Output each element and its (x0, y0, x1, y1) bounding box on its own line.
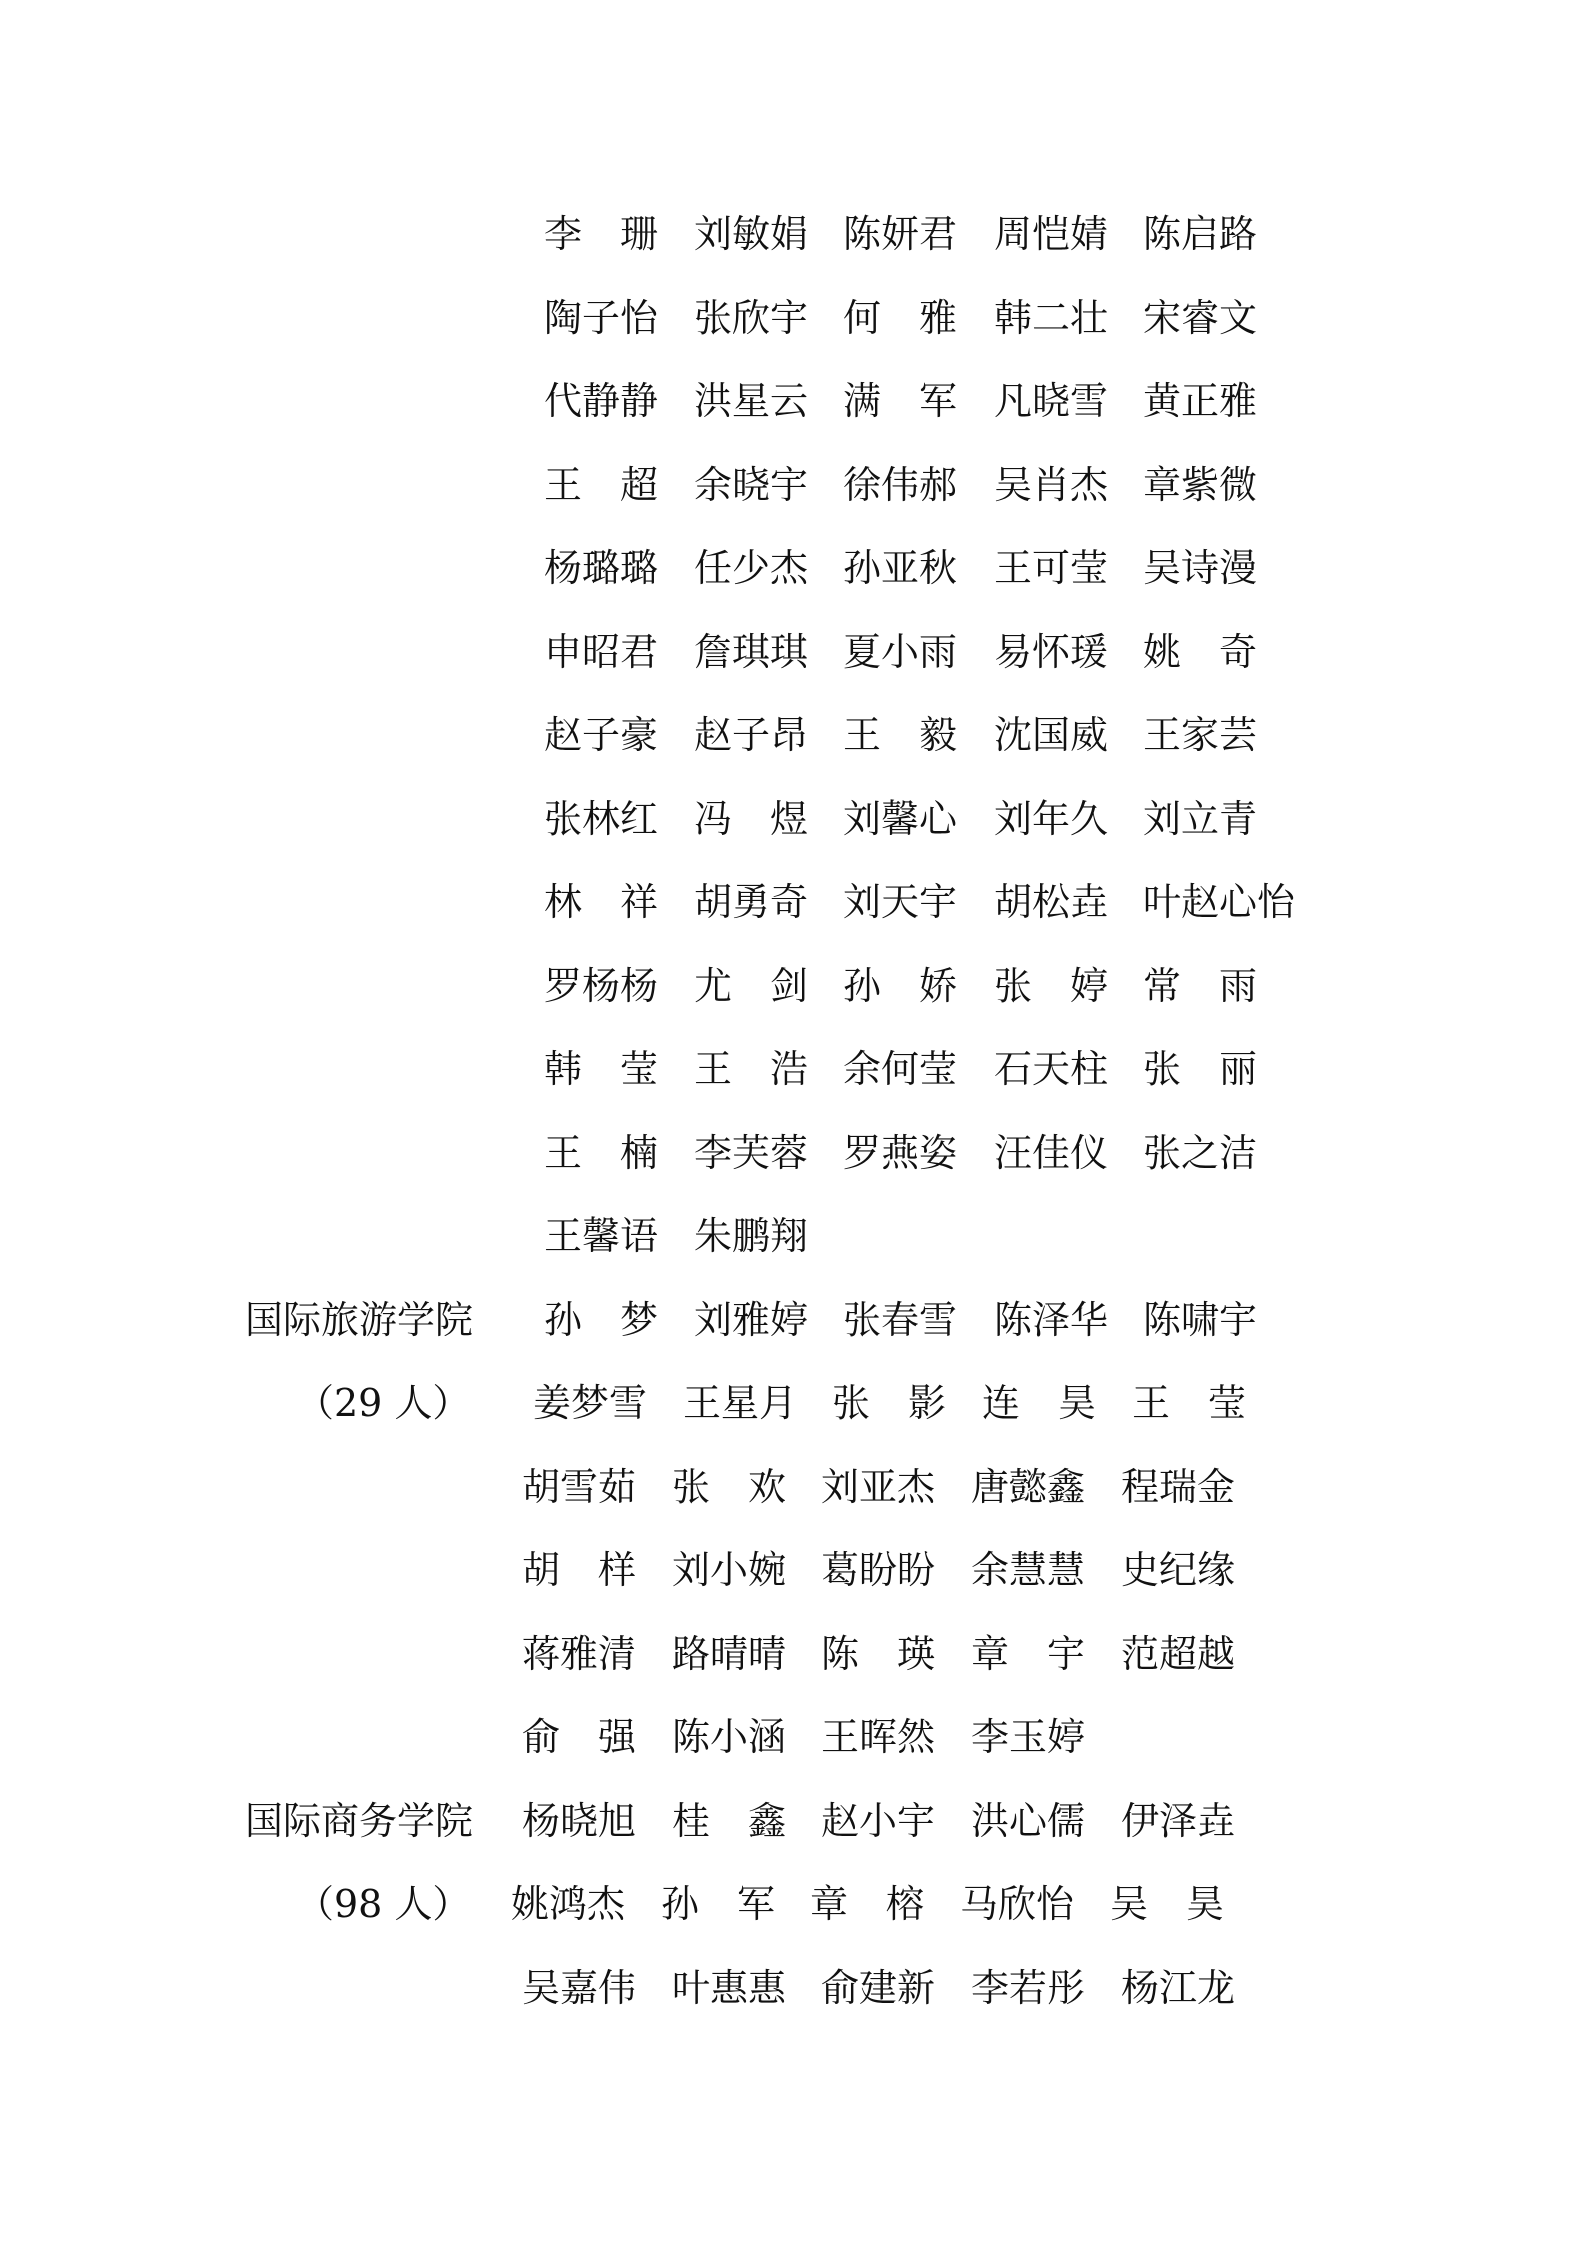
student-name: 吴诗漫 (1143, 546, 1258, 590)
student-name: 王 莹 (1132, 1381, 1247, 1425)
student-name: 赵小宇 (821, 1799, 936, 1843)
student-name: 徐伟郝 (843, 463, 958, 507)
student-name: 詹琪琪 (694, 630, 809, 674)
student-name: 马欣怡 (960, 1882, 1075, 1926)
student-name: 刘小婉 (672, 1548, 787, 1592)
student-name: 王家芸 (1143, 713, 1258, 757)
student-name: 沈国威 (994, 713, 1109, 757)
student-name: 程瑞金 (1121, 1465, 1236, 1509)
student-name: 杨璐璐 (544, 546, 659, 590)
student-name: 满 军 (843, 379, 958, 423)
student-name: 吴肖杰 (994, 463, 1109, 507)
student-name: 刘年久 (994, 797, 1109, 841)
student-name: 刘天宇 (843, 880, 958, 924)
student-name: 俞建新 (821, 1966, 936, 2010)
student-name: 张 婷 (994, 964, 1109, 1008)
student-name: 伊泽垚 (1121, 1799, 1236, 1843)
student-name: 张春雪 (843, 1298, 958, 1342)
student-name: 赵子昂 (694, 713, 809, 757)
student-name: 韩 莹 (544, 1047, 659, 1091)
student-name: 王 毅 (843, 713, 958, 757)
student-name: 李 珊 (544, 212, 659, 256)
student-name: 张 影 (832, 1381, 947, 1425)
student-name: 赵子豪 (544, 713, 659, 757)
student-name: 陶子怡 (544, 296, 659, 340)
student-name: 余何莹 (843, 1047, 958, 1091)
student-name: 章 榕 (810, 1882, 925, 1926)
student-name: 陈泽华 (994, 1298, 1109, 1342)
student-name: 章紫微 (1143, 463, 1258, 507)
student-name: 宋睿文 (1143, 296, 1258, 340)
student-name: 杨晓旭 (522, 1799, 637, 1843)
student-name: 俞 强 (522, 1715, 637, 1759)
student-name: 胡雪茹 (522, 1465, 637, 1509)
student-name: 李玉婷 (971, 1715, 1086, 1759)
student-name: 汪佳仪 (994, 1131, 1109, 1175)
student-name: 章 宇 (971, 1632, 1086, 1676)
student-name: 史纪缘 (1121, 1548, 1236, 1592)
student-name: 孙 梦 (544, 1298, 659, 1342)
student-name: 王 超 (544, 463, 659, 507)
student-name: 王晖然 (821, 1715, 936, 1759)
student-name: 胡松垚 (994, 880, 1109, 924)
student-name: 任少杰 (694, 546, 809, 590)
student-name: 周恺婧 (994, 212, 1109, 256)
student-name: 冯 煜 (694, 797, 809, 841)
student-name: 朱鹏翔 (694, 1214, 809, 1258)
student-name: 孙亚秋 (843, 546, 958, 590)
student-name: 刘立青 (1143, 797, 1258, 841)
student-name: 姚鸿杰 (511, 1882, 626, 1926)
student-name: 叶惠惠 (672, 1966, 787, 2010)
student-name: 陈 瑛 (821, 1632, 936, 1676)
student-name: 陈妍君 (843, 212, 958, 256)
student-name: 连 昊 (982, 1381, 1097, 1425)
student-name: 张林红 (544, 797, 659, 841)
student-name: 代静静 (544, 379, 659, 423)
college-count: （98 人） (296, 1882, 471, 1926)
student-name: 陈啸宇 (1143, 1298, 1258, 1342)
student-name: 石天柱 (994, 1047, 1109, 1091)
student-name: 李若彤 (971, 1966, 1086, 2010)
student-name: 罗燕姿 (843, 1131, 958, 1175)
student-name: 吴嘉伟 (522, 1966, 637, 2010)
student-name: 王馨语 (544, 1214, 659, 1258)
student-name: 姚 奇 (1143, 630, 1258, 674)
student-name: 陈启路 (1143, 212, 1258, 256)
student-name: 刘馨心 (843, 797, 958, 841)
student-name: 韩二壮 (994, 296, 1109, 340)
student-name: 洪星云 (694, 379, 809, 423)
college-name: 国际商务学院 (245, 1799, 474, 1843)
student-name: 林 祥 (544, 880, 659, 924)
student-name: 吴 昊 (1110, 1882, 1225, 1926)
student-name: 何 雅 (843, 296, 958, 340)
student-name: 王星月 (683, 1381, 798, 1425)
student-name: 李芙蓉 (694, 1131, 809, 1175)
student-name: 刘亚杰 (821, 1465, 936, 1509)
student-name: 桂 鑫 (672, 1799, 787, 1843)
student-name: 刘雅婷 (694, 1298, 809, 1342)
student-name: 叶赵心怡 (1143, 880, 1296, 924)
student-name: 刘敏娟 (694, 212, 809, 256)
student-name: 夏小雨 (843, 630, 958, 674)
student-name: 张之洁 (1143, 1131, 1258, 1175)
student-name: 申昭君 (544, 630, 659, 674)
student-name: 胡勇奇 (694, 880, 809, 924)
college-count: （29 人） (296, 1381, 471, 1425)
student-name: 唐懿鑫 (971, 1465, 1086, 1509)
student-name: 张 欢 (672, 1465, 787, 1509)
student-name: 胡 样 (522, 1548, 637, 1592)
student-name: 杨江龙 (1121, 1966, 1236, 2010)
student-name: 常 雨 (1143, 964, 1258, 1008)
student-name: 孙 娇 (843, 964, 958, 1008)
student-name: 孙 军 (661, 1882, 776, 1926)
student-name: 葛盼盼 (821, 1548, 936, 1592)
student-name: 余慧慧 (971, 1548, 1086, 1592)
student-name: 蒋雅清 (522, 1632, 637, 1676)
student-name: 陈小涵 (672, 1715, 787, 1759)
student-name: 王 楠 (544, 1131, 659, 1175)
student-name: 洪心儒 (971, 1799, 1086, 1843)
student-name: 张 丽 (1143, 1047, 1258, 1091)
college-name: 国际旅游学院 (245, 1298, 474, 1342)
student-name: 黄正雅 (1143, 379, 1258, 423)
student-name: 王 浩 (694, 1047, 809, 1091)
student-name: 凡晓雪 (994, 379, 1109, 423)
student-name: 罗杨杨 (544, 964, 659, 1008)
student-name: 王可莹 (994, 546, 1109, 590)
student-name: 路晴晴 (672, 1632, 787, 1676)
student-name: 余晓宇 (694, 463, 809, 507)
student-name: 姜梦雪 (533, 1381, 648, 1425)
student-name: 范超越 (1121, 1632, 1236, 1676)
student-name: 易怀瑗 (994, 630, 1109, 674)
student-name: 尤 剑 (694, 964, 809, 1008)
student-name: 张欣宇 (694, 296, 809, 340)
